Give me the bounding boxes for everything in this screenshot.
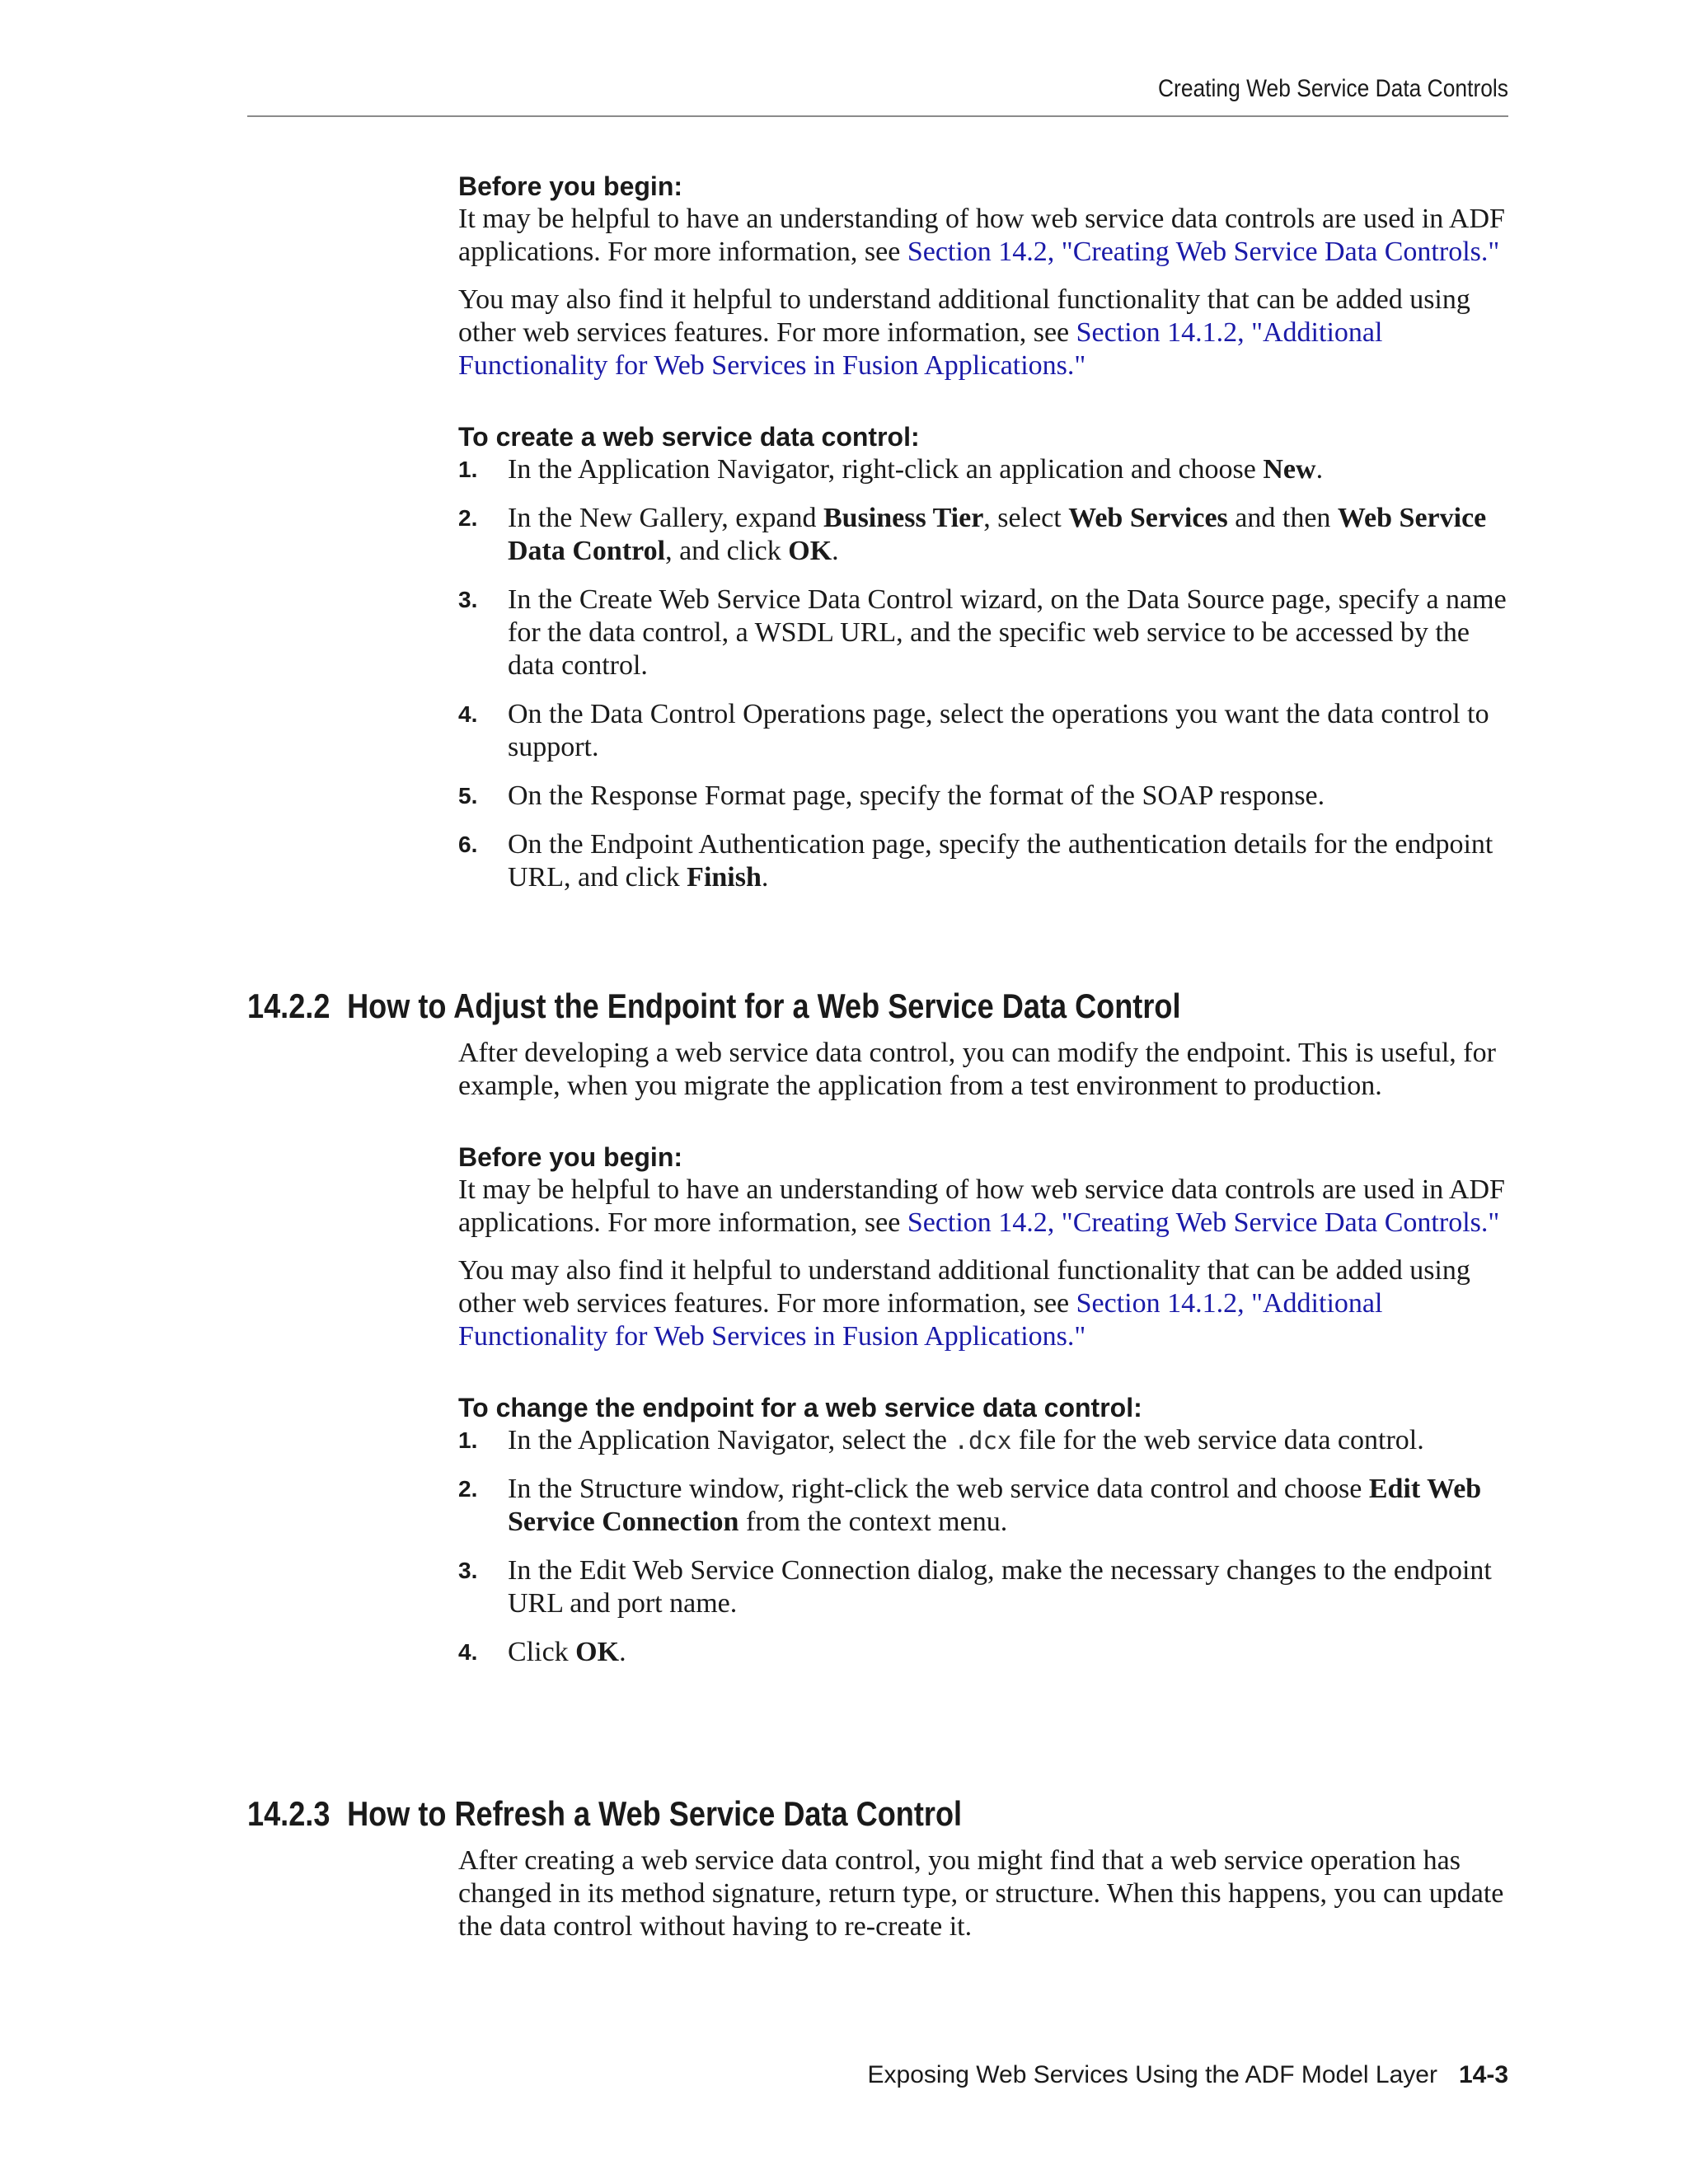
list-item: 5. On the Response Format page, specify the format of the SOAP response. bbox=[458, 780, 1325, 811]
section-heading-14-2-2: 14.2.2 How to Adjust the Endpoint for a Web Service Data Control bbox=[247, 987, 1181, 1025]
list-item: 4. On the Data Control Operations page, select the operations you want the data control to support. bbox=[458, 699, 1489, 762]
list-item: 4. Click OK. bbox=[458, 1637, 626, 1667]
header-rule bbox=[247, 115, 1508, 117]
before-you-begin-heading: Before you begin: bbox=[458, 171, 683, 201]
list-item: 2. In the New Gallery, expand Business Tier, select Web Services and then Web Service Data Control, and click OK. bbox=[458, 503, 1487, 566]
list-item: 6. On the Endpoint Authentication page, specify the authentication details for the endpoint URL, and click Finish. bbox=[458, 829, 1493, 893]
footer-title: Exposing Web Services Using the ADF Model Layer bbox=[867, 2061, 1437, 2088]
list-item: 2. In the Structure window, right-click the web service data control and choose Edit Web Service Connection from the context menu. bbox=[458, 1474, 1482, 1537]
before-you-begin-heading: Before you begin: bbox=[458, 1142, 683, 1172]
page-number: 14-3 bbox=[1458, 2061, 1508, 2088]
list-item: 3. In the Edit Web Service Connection dialog, make the necessary changes to the endpoint URL and port name. bbox=[458, 1555, 1492, 1619]
code-filename: .dcx bbox=[954, 1427, 1012, 1455]
paragraph-understanding: It may be helpful to have an understanding of how web service data controls are used in ADF applications. For more information, see Section 14.2, "Creating Web Service Data Controls." bbox=[458, 204, 1505, 267]
running-header: Creating Web Service Data Controls bbox=[1157, 75, 1508, 102]
procedure-title: To create a web service data control: bbox=[458, 422, 920, 452]
page-footer bbox=[247, 2060, 1508, 2090]
procedure-steps bbox=[458, 1424, 1515, 1669]
block-refresh-data-control bbox=[458, 1844, 1515, 1943]
procedure-title: To change the endpoint for a web service data control: bbox=[458, 1393, 1142, 1422]
block-adjust-endpoint bbox=[458, 1037, 1515, 1669]
section-intro: After developing a web service data control, you can modify the endpoint. This is useful, for example, when you migrate the application from a test environment to production. bbox=[458, 1038, 1496, 1101]
list-item: 1. In the Application Navigator, right-click an application and choose New. bbox=[458, 454, 1324, 485]
paragraph-understanding: It may be helpful to have an understanding of how web service data controls are used in ADF applications. For more information, see Section 14.2, "Creating Web Service Data Controls." bbox=[458, 1174, 1505, 1238]
link-section-14-2[interactable]: Section 14.2, "Creating Web Service Data Controls." bbox=[907, 1207, 1500, 1238]
link-section-14-2[interactable]: Section 14.2, "Creating Web Service Data Controls." bbox=[907, 237, 1500, 267]
section-intro: After creating a web service data control, you might find that a web service operation has changed in its method signature, return type, or structure. When this happens, you can update the data control without having to re-create it. bbox=[458, 1845, 1504, 1942]
list-item: 3. In the Create Web Service Data Control wizard, on the Data Source page, specify a name for the data control, a WSDL URL, and the specific web service to be accessed by the data control. bbox=[458, 584, 1507, 681]
procedure-steps bbox=[458, 453, 1515, 894]
link-section-14-1-2[interactable]: Section 14.1.2, "Additional Functionality for Web Services in Fusion Applications." bbox=[458, 317, 1383, 381]
section-heading-14-2-3: 14.2.3 How to Refresh a Web Service Data Control bbox=[247, 1794, 963, 1833]
block-create-data-control bbox=[458, 170, 1515, 894]
list-item: 1. In the Application Navigator, select the .dcx file for the web service data control. bbox=[458, 1425, 1424, 1455]
link-section-14-1-2[interactable]: Section 14.1.2, "Additional Functionality for Web Services in Fusion Applications." bbox=[458, 1288, 1383, 1352]
paragraph-additional-functionality: You may also find it helpful to understand additional functionality that can be added using other web services features. For more information, see Section 14.1.2, "Additional Functionality for Web Services in Fusion Applications." bbox=[458, 1255, 1470, 1352]
paragraph-additional-functionality: You may also find it helpful to understand additional functionality that can be added using other web services features. For more information, see Section 14.1.2, "Additional Functionality for Web Services in Fusion Applications." bbox=[458, 284, 1470, 381]
